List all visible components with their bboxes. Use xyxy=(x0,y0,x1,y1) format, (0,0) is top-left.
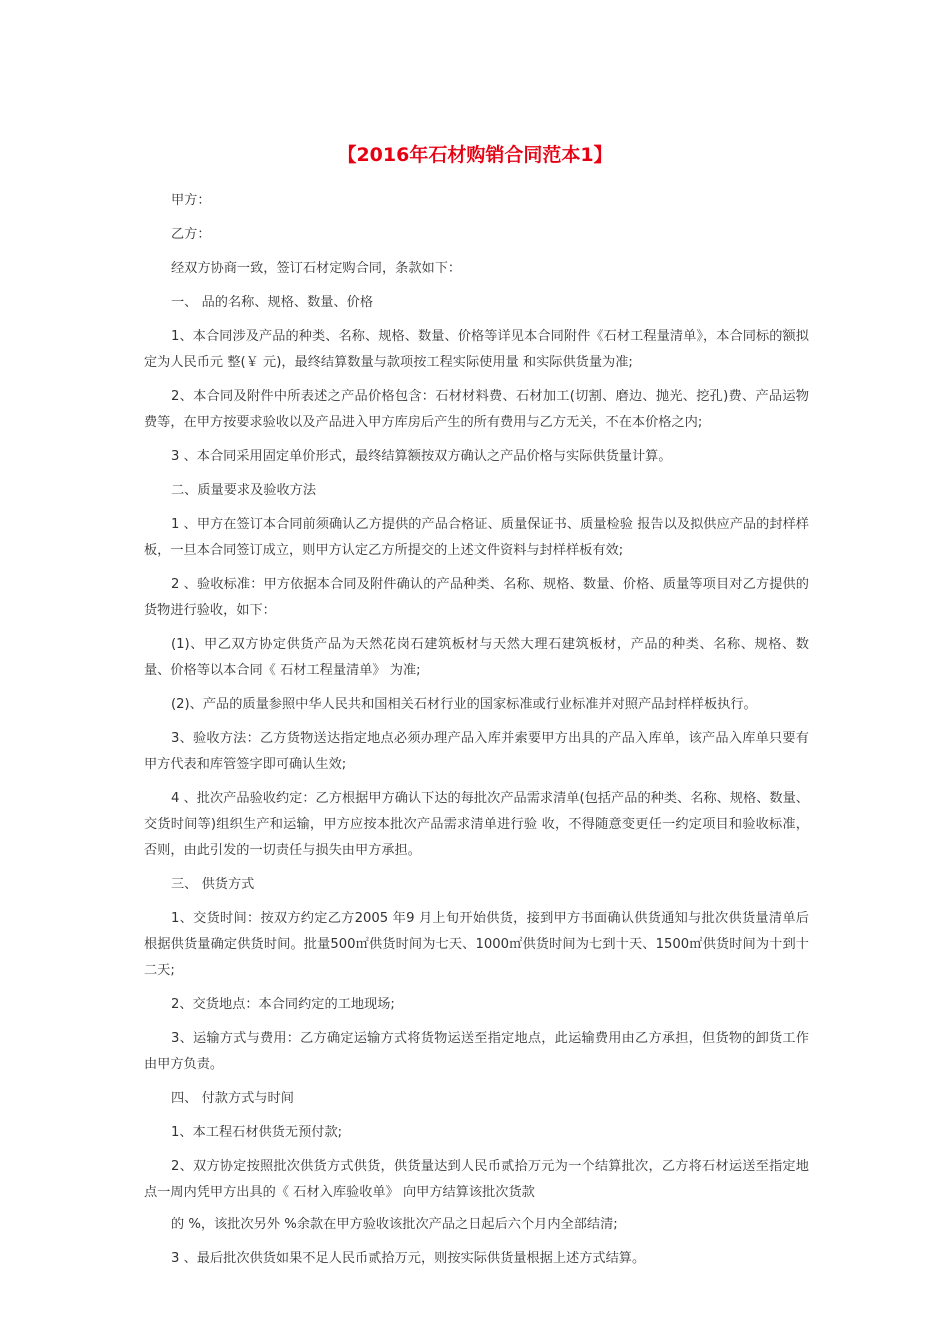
clause-4-1: 1、本工程石材供货无预付款; xyxy=(171,1125,343,1140)
document-title: 【2016年石材购销合同范本1】 xyxy=(337,144,613,166)
clause-2-1: 1 、甲方在签订本合同前须确认乙方提供的产品合格证、质量保证书、质量检验 报告以及拟供应产品的封样样板，一旦本合同签订成立，则甲方认定乙方所提交的上述文件资料与封样样板有效; xyxy=(144,517,809,558)
clause-4-3: 3 、最后批次供货如果不足人民币贰拾万元，则按实际供货量根据上述方式结算。 xyxy=(171,1251,646,1266)
section-heading-1: 一、 品的名称、规格、数量、价格 xyxy=(171,295,374,310)
clause-3-1: 1、交货时间：按双方约定乙方2005 年9 月上旬开始供货，接到甲方书面确认供货通知与批次供货量清单后根据供货量确定供货时间。批量500㎡供货时间为七天、1000㎡供货时间为七到十天、1500㎡供货时间为十到十二天; xyxy=(144,911,809,978)
party-b-line: 乙方： xyxy=(171,227,211,242)
clause-2-2-a: (1)、甲乙双方协定供货产品为天然花岗石建筑板材与天然大理石建筑板材，产品的种类、名称、规格、数量、价格等以本合同《 石材工程量清单》 为准; xyxy=(144,637,809,678)
clause-2-2: 2 、验收标准：甲方依据本合同及附件确认的产品种类、名称、规格、数量、价格、质量等项目对乙方提供的货物进行验收，如下： xyxy=(144,577,809,618)
section-heading-3: 三、 供货方式 xyxy=(171,877,255,892)
clause-4-2-continued: 的 %，该批次另外 %余款在甲方验收该批次产品之日起后六个月内全部结清; xyxy=(171,1217,618,1232)
section-heading-2: 二、质量要求及验收方法 xyxy=(171,483,317,498)
clause-1-2: 2、本合同及附件中所表述之产品价格包含：石材材料费、石材加工(切割、磨边、抛光、挖孔)费、产品运物费等，在甲方按要求验收以及产品进入甲方库房后产生的所有费用与乙方无关，不在本价格之内; xyxy=(144,389,809,430)
document-body xyxy=(144,188,809,1280)
clause-1-3: 3 、本合同采用固定单价形式，最终结算额按双方确认之产品价格与实际供货量计算。 xyxy=(171,449,672,464)
clause-2-2-b: (2)、产品的质量参照中华人民共和国相关石材行业的国家标准或行业标准并对照产品封样样板执行。 xyxy=(171,697,757,712)
intro-paragraph: 经双方协商一致，签订石材定购合同，条款如下： xyxy=(171,261,462,276)
clause-2-3: 3、验收方法：乙方货物送达指定地点必须办理产品入库并索要甲方出具的产品入库单，该产品入库单只要有甲方代表和库管签字即可确认生效; xyxy=(144,731,809,772)
clause-3-2: 2、交货地点：本合同约定的工地现场; xyxy=(171,997,395,1012)
section-heading-4: 四、 付款方式与时间 xyxy=(171,1091,294,1106)
clause-4-2: 2、双方协定按照批次供货方式供货，供货量达到人民币贰拾万元为一个结算批次，乙方将石材运送至指定地点一周内凭甲方出具的《 石材入库验收单》 向甲方结算该批次货款 xyxy=(144,1159,809,1200)
clause-3-3: 3、运输方式与费用：乙方确定运输方式将货物运送至指定地点，此运输费用由乙方承担，但货物的卸货工作由甲方负责。 xyxy=(144,1031,809,1072)
clause-1-1: 1、本合同涉及产品的种类、名称、规格、数量、价格等详见本合同附件《石材工程量清单》，本合同标的额拟定为人民币元 整(￥ 元)，最终结算数量与款项按工程实际使用量 和实际供货量为准; xyxy=(144,329,809,370)
party-a-line: 甲方： xyxy=(171,193,211,208)
clause-2-4: 4 、批次产品验收约定：乙方根据甲方确认下达的每批次产品需求清单(包括产品的种类、名称、规格、数量、交货时间等)组织生产和运输，甲方应按本批次产品需求清单进行验 收，不得随意变更任一约定项目和验收标准，否则，由此引发的一切责任与损失由甲方承担。 xyxy=(144,791,809,858)
